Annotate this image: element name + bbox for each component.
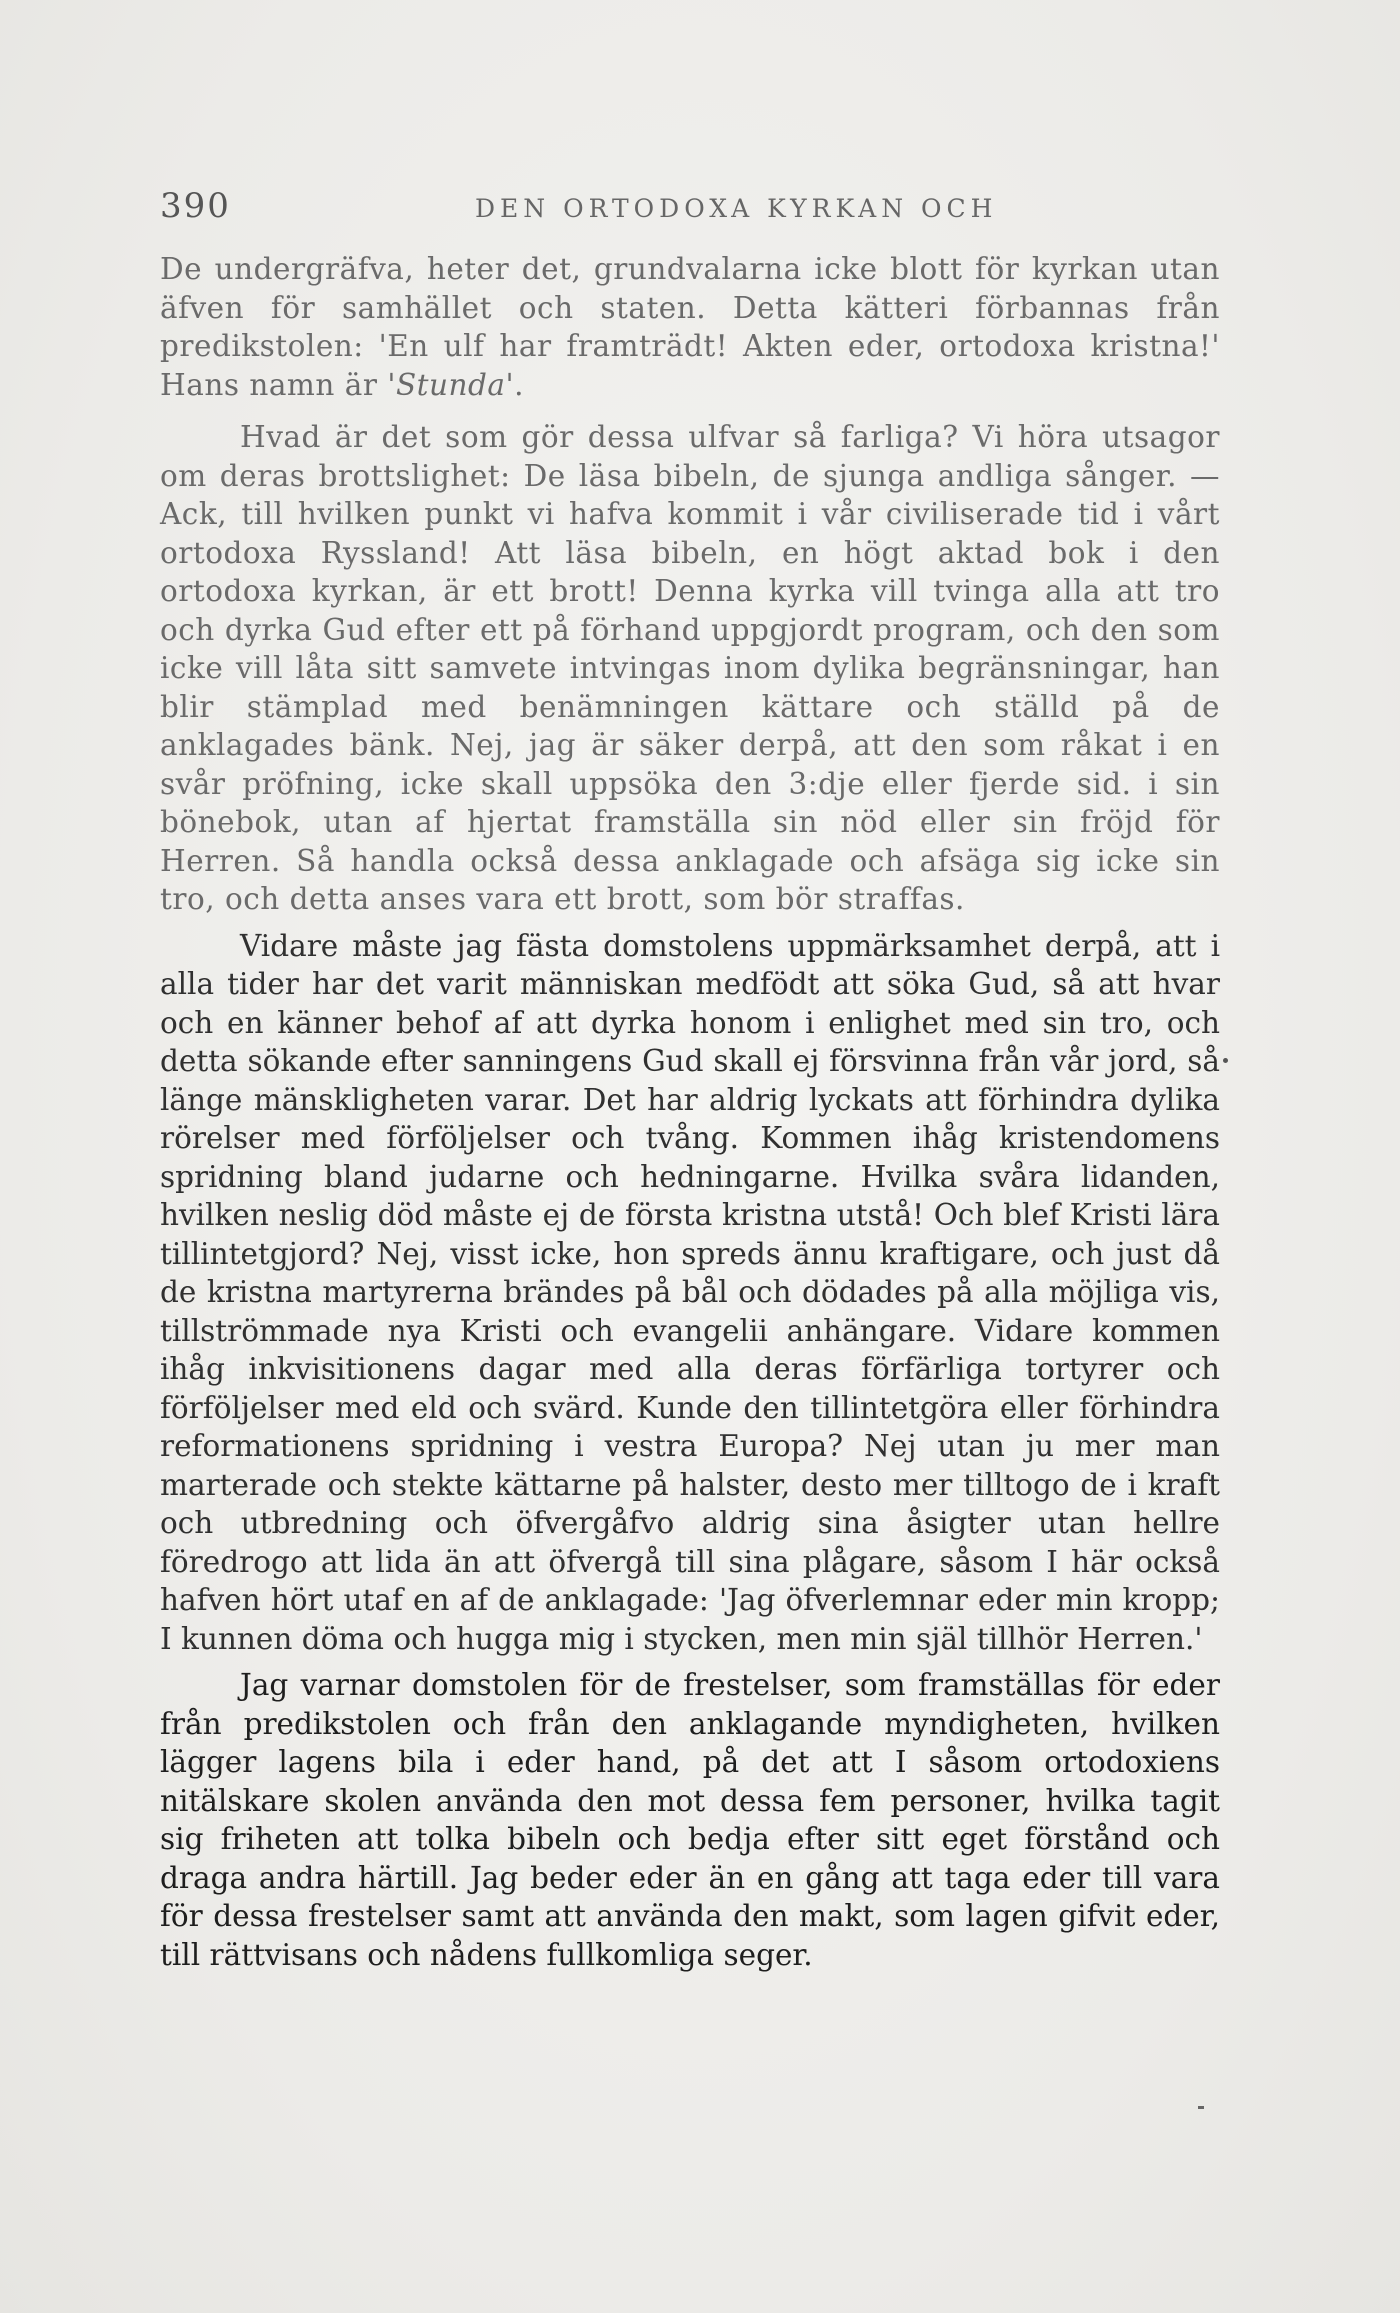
paragraph-3: Vidare måste jag fästa domstolens uppmärksamhet derpå, att i alla tider har det varit människan medfödt att söka Gud, så att hvar och en känner behof af att dyrka honom i enlighet med sin tro, och detta sökande efter sanningens Gud skall ej försvinna från vår jord, så länge mänskligheten varar. Det har aldrig lyckats att förhindra dylika rörelser med förföljelser och tvång. Kommen ihåg kristendomens spridning bland judarne och hedningarne. Hvilka svåra lidanden, hvilken neslig död måste ej de första kristna utstå! Och blef Kristi lära tillintetgjord? Nej, visst icke, hon spreds ännu kraftigare, och just då de kristna martyrerna brändes på bål och dödades på alla möjliga vis, tillströmmade nya Kristi och evangelii anhängare. Vidare kommen ihåg inkvisitionens dagar med alla deras förfärliga tortyrer och förföljelser med eld och svärd. Kunde den tillintetgöra eller förhindra reformationens spridning i vestra Europa? Nej utan ju mer man marterade och stekte kättarne på halster, desto mer tilltogo de i kraft och utbredning och öfvergåfvo aldrig sina åsigter utan hellre föredrogo att lida än att öfvergå till sina plågare, såsom I här också hafven hört utaf en af de anklagade: 'Jag öfverlemnar eder min kropp; I kunnen döma och hugga mig i stycken, men min själ tillhör Herren.' [160,928,1220,1656]
paragraph-1 [160,250,1220,404]
emphasized-name: Stunda [395,367,506,402]
paragraph-4: Jag varnar domstolen för de frestelser, som framställas för eder från predikstolen och från den anklagande myndigheten, hvilken lägger lagens bila i eder hand, på det att I såsom ortodoxiens nitälskare skolen använda den mot dessa fem personer, hvilka tagit sig friheten att tolka bibeln och bedja efter sitt eget förstånd och draga andra härtill. Jag beder eder än en gång att taga eder till vara för dessa frestelser samt att använda den makt, som lagen gifvit eder, till rättvisans och nådens fullkomliga seger. [160,1668,1220,1972]
body-text [160,250,1220,1974]
running-title: DEN ORTODOXA KYRKAN OCH [475,194,998,223]
paragraph-1-text: De undergräfva, heter det, grundvalarna icke blott för kyrkan utan äfven för samhället och staten. Detta kätteri förbannas från predikstolen: 'En ulf har framträdt! Akten eder, ortodoxa kristna!' Hans namn är ' [160,252,1220,402]
running-head [160,186,1260,236]
paragraph-1-tail: '. [505,367,524,402]
margin-speck [1223,1058,1228,1063]
margin-speck-lower [1198,2106,1204,2109]
paragraph-2: Hvad är det som gör dessa ulfvar så farliga? Vi höra utsagor om deras brottslighet: De läsa bibeln, de sjunga andliga sånger. — Ack, till hvilken punkt vi hafva kommit i vår civiliserade tid i vårt ortodoxa Ryssland! Att läsa bibeln, en högt aktad bok i den ortodoxa kyrkan, är ett brott! Denna kyrka vill tvinga alla att tro och dyrka Gud efter ett på förhand uppgjordt program, och den som icke vill låta sitt samvete intvingas inom dylika begränsningar, han blir stämplad med benämningen kättare och ställd på de anklagades bänk. Nej, jag är säker derpå, att den som råkat i en svår pröfning, icke skall uppsöka den 3:dje eller fjerde sid. i sin bönebok, utan af hjertat framställa sin nöd eller sin fröjd för Herren. Så handla också dessa anklagade och afsäga sig icke sin tro, och detta anses vara ett brott, som bör straffas. [160,420,1220,916]
page-number: 390 [160,186,231,226]
